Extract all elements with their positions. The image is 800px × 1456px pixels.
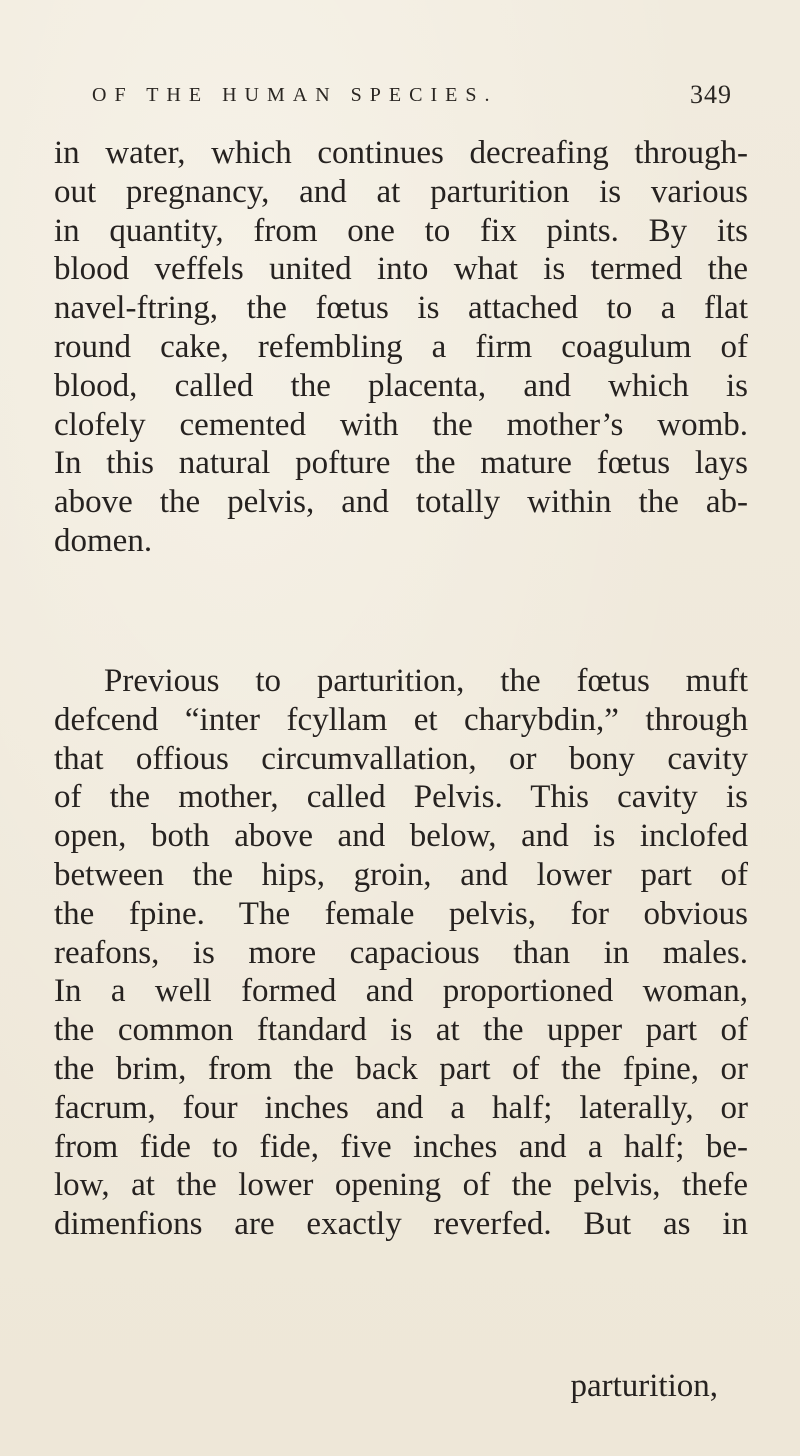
- text-line: Previous to parturition, the fœtus muft: [104, 663, 748, 699]
- text-line: defcend “inter fcyllam et charybdin,” through: [54, 701, 748, 738]
- text-line: blood, called the placenta, and which is: [54, 367, 748, 404]
- text-line: from fide to fide, five inches and a half; be-: [54, 1128, 748, 1165]
- text-line: clofely cemented with the mother’s womb.: [54, 406, 748, 443]
- text-line: the brim, from the back part of the fpine, or: [54, 1050, 748, 1087]
- text-line: the fpine. The female pelvis, for obvious: [54, 895, 748, 932]
- text-line: blood veffels united into what is termed the: [54, 251, 748, 288]
- text-line: in water, which continues decreafing through-: [54, 135, 748, 171]
- running-head: [92, 80, 732, 120]
- catchword: parturition,: [570, 1368, 718, 1404]
- text-line: navel-ftring, the fœtus is attached to a flat: [54, 290, 748, 327]
- text-line: out pregnancy, and at parturition is various: [54, 173, 748, 210]
- text-line: reafons, is more capacious than in males.: [54, 934, 748, 971]
- text-line: low, at the lower opening of the pelvis, thefe: [54, 1167, 748, 1204]
- text-line: of the mother, called Pelvis. This cavity is: [54, 779, 748, 816]
- text-line: dimenfions are exactly reverfed. But as in: [54, 1206, 748, 1243]
- text-line: In this natural pofture the mature fœtus lays: [54, 445, 748, 482]
- text-line: the common ftandard is at the upper part of: [54, 1012, 748, 1049]
- text-line: that offious circumvallation, or bony cavity: [54, 740, 748, 777]
- text-line: between the hips, groin, and lower part of: [54, 856, 748, 893]
- text-line: domen.: [54, 522, 153, 559]
- text-line: open, both above and below, and is inclofed: [54, 818, 748, 855]
- text-line: In a well formed and proportioned woman,: [54, 973, 748, 1010]
- paragraph-2: [54, 662, 748, 1244]
- paragraph-1: [54, 134, 748, 561]
- text-line: facrum, four inches and a half; laterally, or: [54, 1089, 748, 1126]
- text-line: in quantity, from one to fix pints. By its: [54, 212, 748, 249]
- text-line: round cake, refembling a firm coagulum of: [54, 328, 748, 365]
- running-title: OF THE HUMAN SPECIES.: [92, 84, 498, 106]
- text-line: above the pelvis, and totally within the ab-: [54, 484, 748, 521]
- page-number: 349: [690, 80, 732, 109]
